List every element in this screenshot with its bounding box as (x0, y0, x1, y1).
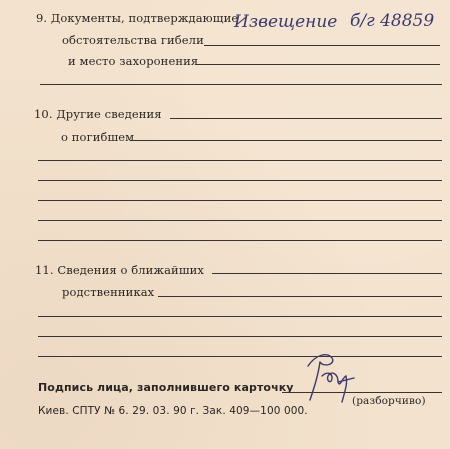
section9-line3: и место захоронения (68, 54, 199, 68)
handwritten-document: Извещение (234, 12, 338, 32)
section9-title: 9. Документы, подтверждающие (36, 11, 239, 25)
section10-rule-2 (130, 140, 442, 141)
section10-rule-4 (38, 180, 442, 181)
section10-rule-1 (170, 118, 442, 119)
section10-rule-6 (38, 220, 442, 221)
handwritten-number: б/г 48859 (350, 11, 435, 31)
section10-rule-5 (38, 200, 442, 201)
section11-title: 11. Сведения о ближайших (35, 263, 204, 277)
signature-scribble (298, 348, 358, 404)
section11-rule-4 (38, 336, 442, 337)
section10-line2: о погибшем (61, 130, 135, 144)
section9-line2: обстоятельства гибели (62, 33, 204, 47)
section11-rule-5 (38, 356, 442, 357)
signature-hint: (разборчиво) (352, 395, 426, 407)
section11-rule-2 (158, 296, 442, 297)
section11-line2: родственниках (62, 285, 155, 299)
section9-rule-2 (196, 64, 440, 65)
section10-rule-7 (38, 240, 442, 241)
section11-rule-3 (38, 316, 442, 317)
signature-label: Подпись лица, заполнившего карточку (38, 381, 294, 394)
print-info: Киев. СПТУ № 6. 29. 03. 90 г. Зак. 409—100 000. (38, 405, 308, 417)
section10-title: 10. Другие сведения (34, 107, 162, 121)
section9-rule-3 (40, 84, 442, 85)
section11-rule-1 (212, 273, 442, 274)
section10-rule-3 (38, 160, 442, 161)
section9-rule-1 (204, 45, 440, 46)
